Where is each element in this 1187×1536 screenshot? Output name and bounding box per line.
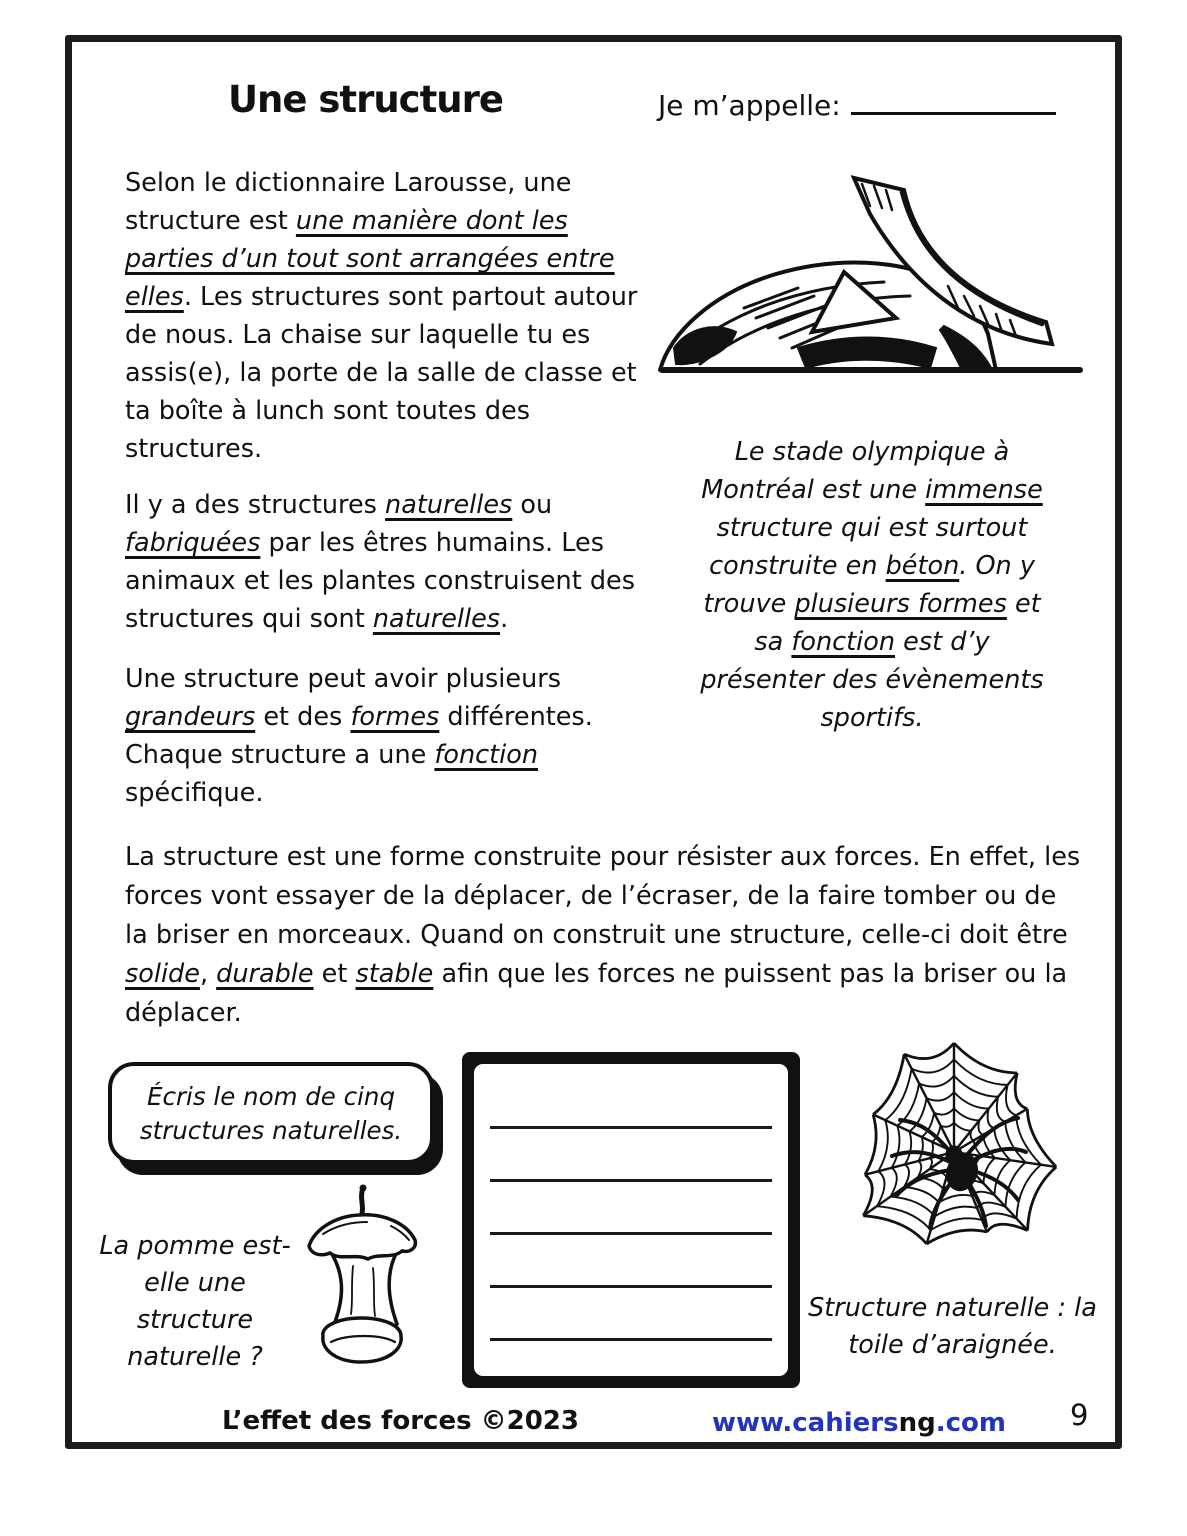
page-number: 9 — [1070, 1398, 1089, 1432]
text-run: et des — [255, 702, 351, 732]
text-run-underlined: fabriquées — [125, 528, 261, 558]
text-run-underlined: plusieurs formes — [794, 589, 1007, 619]
text-run: . On y trouve — [703, 551, 1035, 619]
text-run: La structure est une forme construite pour résister aux forces. En effet, les forces vont essayer de la déplacer, de l’écraser, de la faire tomber ou de la briser en morceaux. Quand on construit une structure, celle-ci doit être — [125, 842, 1081, 950]
apple-question: La pomme est-elle une structure naturelle ? — [99, 1231, 291, 1372]
url-part: .com — [935, 1408, 1006, 1438]
instruction-text: Écris le nom de cinq structures naturelles. — [139, 1082, 403, 1145]
text-run: . Les structures sont partout autour de nous. La chaise sur laquelle tu es assis(e), la porte de la salle de classe et ta boîte à lunch sont toutes des structures. — [125, 282, 638, 464]
olympic-stadium-illustration — [648, 166, 1093, 396]
text-run: est d’y présenter des évènements sportifs. — [700, 627, 1044, 733]
text-run-underlined: naturelles — [372, 604, 501, 634]
text-run-underlined: immense — [925, 475, 1043, 505]
answer-line — [490, 1232, 772, 1235]
answer-line — [490, 1179, 772, 1182]
spider-web-caption: Structure naturelle : la toile d’araignée. — [808, 1293, 1097, 1360]
url-part: www.cahiers — [712, 1408, 899, 1438]
apple-core-illustration — [293, 1182, 433, 1382]
footer-website-link[interactable] — [712, 1408, 1006, 1438]
text-run-underlined: béton — [885, 551, 960, 581]
text-run: Le stade olympique à Montréal est une — [701, 437, 1010, 505]
text-run-underlined: une manière dont les parties d’un tout sont arrangées entre elles — [125, 206, 615, 312]
answer-box — [462, 1052, 800, 1388]
text-run: et — [313, 959, 356, 989]
text-run-underlined: durable — [216, 959, 314, 989]
text-run-underlined: naturelles — [385, 490, 513, 520]
paragraph-forces — [125, 838, 1083, 1033]
url-part: ng — [898, 1408, 936, 1438]
paragraph-natural-fabricated — [125, 486, 667, 638]
text-run-underlined: fonction — [791, 627, 896, 657]
spider-web-illustration — [812, 1036, 1097, 1291]
text-run: structure qui est surtout construite en — [709, 513, 1028, 581]
text-run-underlined: solide — [125, 959, 200, 989]
text-run: Il y a des structures — [125, 490, 386, 520]
text-run-underlined: fonction — [434, 740, 539, 770]
paragraph-definition — [125, 164, 653, 468]
answer-box-inner — [471, 1061, 791, 1379]
name-blank-line — [851, 86, 1056, 115]
footer-credit: L’effet des forces ©2023 — [222, 1406, 579, 1436]
text-run: Une structure peut avoir plusieurs — [125, 664, 562, 694]
answer-line — [490, 1285, 772, 1288]
text-run: . — [500, 604, 509, 634]
instruction-bubble — [108, 1062, 434, 1164]
answer-line — [490, 1338, 772, 1341]
stadium-caption — [693, 433, 1051, 737]
text-run-underlined: formes — [350, 702, 440, 732]
answer-line — [490, 1126, 772, 1129]
text-run: ou — [512, 490, 553, 520]
text-run: et sa — [754, 589, 1041, 657]
name-row — [658, 86, 1056, 122]
text-run: , — [199, 959, 217, 989]
text-run-underlined: grandeurs — [125, 702, 256, 732]
text-run: spécifique. — [125, 778, 264, 808]
name-label: Je m’appelle: — [658, 89, 841, 122]
text-run-underlined: stable — [355, 959, 434, 989]
paragraph-sizes-shapes — [125, 660, 667, 812]
text-run: différentes. Chaque structure a une — [125, 702, 593, 770]
text-run: par les êtres humains. Les animaux et les plantes construisent des structures qui sont — [125, 528, 635, 634]
text-run: Selon le dictionnaire Larousse, une structure est — [125, 168, 572, 236]
text-run: afin que les forces ne puissent pas la briser ou la déplacer. — [125, 959, 1068, 1028]
page-title: Une structure — [228, 78, 503, 121]
